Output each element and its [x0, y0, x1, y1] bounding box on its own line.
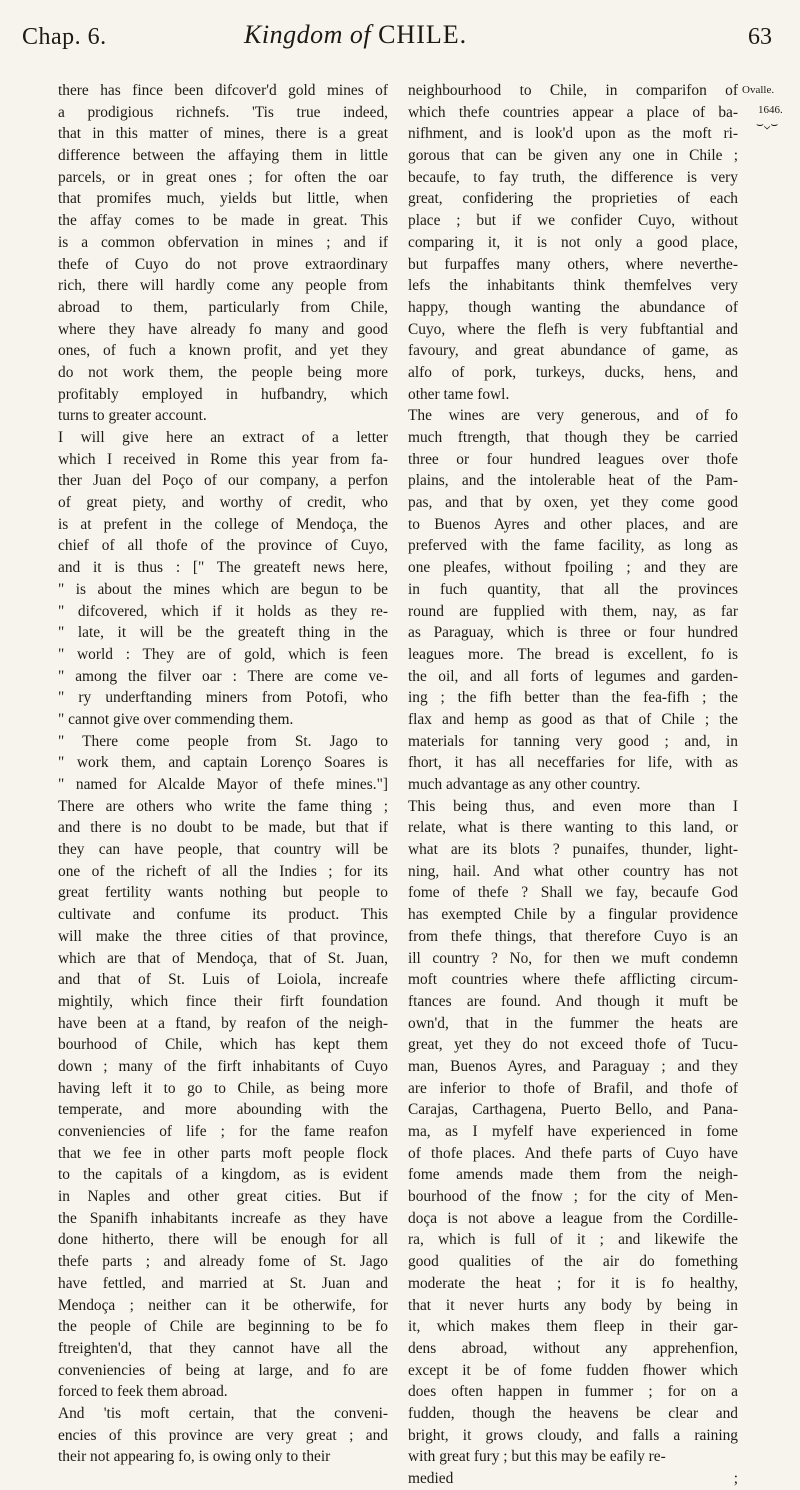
text-line: " work them, and captain Lorenço Soares is [58, 754, 388, 772]
text-line: their not appearing fo, is owing only to their [58, 1448, 331, 1466]
text-line: own'd, that in the fummer the heats are [408, 1014, 738, 1032]
text-line: fudden, though the heavens be clear and [408, 1404, 738, 1422]
text-line: round are fupplied with them, nay, as far [408, 602, 738, 620]
text-line: place ; but if we confider Cuyo, without [408, 212, 738, 230]
text-line: thefe parts ; and already fome of St. Jago [58, 1253, 388, 1271]
text-line: but furpaffes many others, where neverthe- [408, 255, 738, 273]
text-line: profitably employed in hufbandry, which [58, 385, 388, 403]
text-line: ning, hail. And what other country has not [408, 862, 738, 880]
text-line: as Paraguay, which is three or four hundred [408, 624, 738, 642]
text-line: and there is no doubt to be made, but that if [58, 819, 388, 837]
text-line: the people of Chile are beginning to be fo [58, 1318, 388, 1336]
text-line: which thefe countries appear a place of ba- [408, 103, 738, 121]
text-line: the oil, and all forts of legumes and garden- [408, 667, 738, 685]
text-line: much ftrength, that though they be carried [408, 429, 738, 446]
text-line: lefs the inhabitants think themfelves very [408, 277, 738, 295]
text-line: happy, though wanting the abundance of [408, 298, 738, 316]
text-line: plains, and the intolerable heat of the Pam- [408, 472, 738, 490]
text-line: ing ; the fifh better than the fea-fifh ; the [408, 689, 738, 707]
text-line: mightily, which fince their firft foundation [58, 992, 388, 1010]
text-line: parcels, or in great ones ; for often the oar [58, 168, 388, 186]
text-line: where they have already fo many and good [58, 320, 388, 338]
text-line: there has fince been difcover'd gold mines of [58, 82, 388, 99]
text-line: conveniencies of life ; for the fame reafon [58, 1123, 388, 1140]
text-line: " is about the mines which are begun to be [58, 580, 388, 598]
text-line: medied ; [408, 1470, 738, 1487]
text-line: gorous that can be given any one in Chile ; [408, 147, 738, 165]
text-line: that we fee in other parts moft people flock [58, 1144, 388, 1162]
running-title [244, 20, 467, 50]
text-line: ther Juan del Poço of our company, a perfon [58, 472, 388, 490]
page-number: 63 [748, 24, 772, 50]
text-line: bright, it grows cloudy, and falls a raining [408, 1426, 738, 1444]
text-line: down ; many of the firft inhabitants of Cuyo [58, 1057, 388, 1075]
text-line: ra, which is full of it ; and likewife the [408, 1231, 738, 1249]
text-line: fome of thefe ? Shall we fay, becaufe God [408, 884, 738, 902]
text-line: rich, there will hardly come any people from [58, 277, 388, 295]
text-line: alfo of pork, turkeys, ducks, hens, and [408, 363, 738, 381]
text-line: thefe of Cuyo do not prove extraordinary [58, 255, 388, 273]
text-line: is at prefent in the college of Mendoça, the [58, 515, 388, 533]
text-line: " cannot give over commending them. [58, 710, 294, 728]
text-line: temperate, and more abounding with the [58, 1101, 388, 1119]
text-line: " world : They are of gold, which is feen [58, 645, 388, 663]
text-line: will make the three cities of that province, [58, 927, 388, 945]
text-line: bourhood of the fnow ; for the city of Men- [408, 1188, 738, 1206]
text-line: nifhment, and is look'd upon as the moft ri- [408, 125, 738, 143]
text-line: forced to feek them abroad. [58, 1383, 228, 1401]
text-line: leagues more. The bread is excellent, fo is [408, 645, 738, 663]
text-line: great, yet they do not exceed thofe of Tucu- [408, 1036, 738, 1054]
text-line: difference between the affaying them in little [58, 147, 388, 165]
text-line: one pleafes, without fpoiling ; and they are [408, 559, 738, 577]
text-line: abroad to them, particularly from Chile, [58, 298, 388, 316]
running-header [0, 20, 800, 60]
text-line: fome amends made them from the neigh- [408, 1166, 738, 1184]
text-line: great fertility wants nothing but people to [58, 884, 388, 902]
text-line: of great piety, and worthy of credit, who [58, 494, 388, 512]
text-line: bourhood of Chile, which has kept them [58, 1036, 388, 1054]
text-line: in fuch quantity, that all the provinces [408, 580, 738, 598]
text-line: This being thus, and even more than I [408, 797, 738, 815]
text-line: ftances are found. And though it muft be [408, 992, 738, 1010]
text-line: with great fury ; but this may be eafily re- [408, 1448, 666, 1466]
text-line: from thefe things, that therefore Cuyo is an [408, 927, 738, 945]
text-line: that it never hurts any body by being in [408, 1296, 738, 1314]
text-line: other tame fowl. [408, 385, 510, 403]
text-line: fhort, it has all neceffaries for life, with as [408, 754, 738, 772]
text-line: having left it to go to Chile, as being more [58, 1079, 388, 1097]
text-line: of thofe places. And thefe parts of Cuyo have [408, 1144, 738, 1162]
text-line: " among the filver oar : There are come ve- [58, 667, 388, 685]
text-line: a prodigious richnefs. 'Tis true indeed, [58, 103, 388, 121]
text-line: to the capitals of a kingdom, as is evident [58, 1166, 388, 1184]
text-line: have been at a ftand, by reafon of the neigh- [58, 1014, 388, 1032]
text-line: " named for Alcalde Mayor of thefe mines."] [58, 776, 388, 793]
text-line: the affay comes to be made in great. This [58, 212, 388, 230]
text-line: three or four hundred leagues over thofe [408, 450, 738, 468]
text-line: I will give here an extract of a letter [58, 429, 388, 446]
text-line: The wines are very generous, and of fo [408, 407, 738, 425]
running-title-italic: Kingdom of [244, 20, 372, 49]
text-line: ill country ? No, for then we muft condemn [408, 949, 738, 967]
margin-year: 1646. [758, 104, 783, 116]
text-line: it, which makes them fleep in their gar- [408, 1318, 738, 1336]
text-line: Mendoça ; neither can it be otherwife, for [58, 1296, 388, 1314]
text-line: ones, of fuch a known profit, and yet they [58, 342, 388, 360]
text-line: conveniencies of being at large, and fo are [58, 1361, 388, 1379]
text-line: flax and hemp as good as that of Chile ; the [408, 710, 738, 728]
text-line: they can have people, that country will be [58, 841, 388, 859]
text-line: is a common obfervation in mines ; and if [58, 233, 388, 251]
text-line: " There come people from St. Jago to [58, 732, 388, 750]
text-line: turns to greater account. [58, 407, 207, 425]
text-line: preferved with the fame facility, as long as [408, 537, 738, 555]
chapter-label: Chap. 6. [22, 24, 107, 50]
right-column [408, 80, 738, 1490]
text-line: does often happen in fummer ; for on a [408, 1383, 738, 1401]
text-line: are inferior to thofe of Brafil, and thofe of [408, 1079, 738, 1097]
text-line: comparing it, it is not only a good place, [408, 233, 738, 251]
text-line: the Spanifh inhabitants increafe as they have [58, 1209, 388, 1227]
text-line: has exempted Chile by a fingular providence [408, 906, 738, 924]
text-line: Carajas, Carthagena, Puerto Bello, and Pana- [408, 1101, 738, 1119]
running-title-caps: CHILE. [378, 20, 468, 49]
text-line: " late, it will be the greateft thing in the [58, 624, 388, 642]
text-line: which are that of Mendoça, that of St. Juan, [58, 949, 388, 967]
text-line: have fettled, and married at St. Juan and [58, 1274, 388, 1292]
text-line: done hitherto, there will be enough for all [58, 1231, 388, 1249]
text-line: what are its blots ? punaifes, thunder, light- [408, 841, 738, 859]
text-line: to Buenos Ayres and other places, and are [408, 515, 738, 533]
text-line: in Naples and other great cities. But if [58, 1188, 388, 1206]
text-line: one of the richeft of all the Indies ; for its [58, 862, 388, 880]
text-line: great, confidering the proprieties of each [408, 190, 738, 208]
margin-note [742, 80, 798, 131]
text-line: doça is not above a league from the Cordille- [408, 1209, 738, 1227]
text-line: There are others who write the fame thing ; [58, 797, 388, 815]
text-line: that in this matter of mines, there is a great [58, 125, 388, 143]
text-line: good qualities of the air do fomething [408, 1253, 738, 1271]
text-line: encies of this province are very great ; and [58, 1426, 388, 1444]
text-line: except it be of fome fudden fhower which [408, 1361, 738, 1379]
text-line: that promifes much, yields but little, when [58, 190, 388, 208]
margin-ornament: ⌣⌄⌣ [756, 117, 779, 131]
text-line: moft countries where thefe afflicting circum- [408, 971, 738, 989]
text-line: do not work them, the people being more [58, 363, 388, 381]
text-line: cultivate and confume its product. This [58, 906, 388, 924]
text-line: and that of St. Luis of Loiola, increafe [58, 971, 388, 989]
text-line: Cuyo, where the flefh is very fubftantial and [408, 320, 738, 338]
margin-author: Ovalle. [742, 84, 775, 96]
text-line: dens abroad, without any apprehenfion, [408, 1339, 738, 1357]
text-line: ma, as I myfelf have experienced in fome [408, 1123, 738, 1140]
text-line: materials for tanning very good ; and, in [408, 732, 738, 750]
text-line: " ry underftanding miners from Potofi, who [58, 689, 388, 707]
text-line: which I received in Rome this year from fa- [58, 450, 388, 468]
text-line: chief of all thofe of the province of Cuyo, [58, 537, 388, 555]
text-line: And 'tis moft certain, that the conveni- [58, 1404, 388, 1422]
left-column [58, 80, 388, 1468]
text-line: pas, and that by oxen, yet they come good [408, 494, 738, 512]
text-line: and it is thus : [" The greateft news here, [58, 559, 388, 577]
text-line: neighbourhood to Chile, in comparifon of [408, 82, 738, 99]
text-line: moderate the heat ; for it is fo healthy, [408, 1274, 738, 1292]
text-line: relate, what is there wanting to this land, or [408, 819, 738, 837]
text-line: " difcovered, which if it holds as they re- [58, 602, 388, 620]
text-line: much advantage as any other country. [408, 776, 641, 793]
text-line: man, Buenos Ayres, and Paraguay ; and they [408, 1057, 738, 1075]
text-line: favoury, and great abundance of game, as [408, 342, 738, 360]
text-line: ftreighten'd, that they cannot have all the [58, 1339, 388, 1357]
text-line: becaufe, to fay truth, the difference is very [408, 168, 738, 186]
